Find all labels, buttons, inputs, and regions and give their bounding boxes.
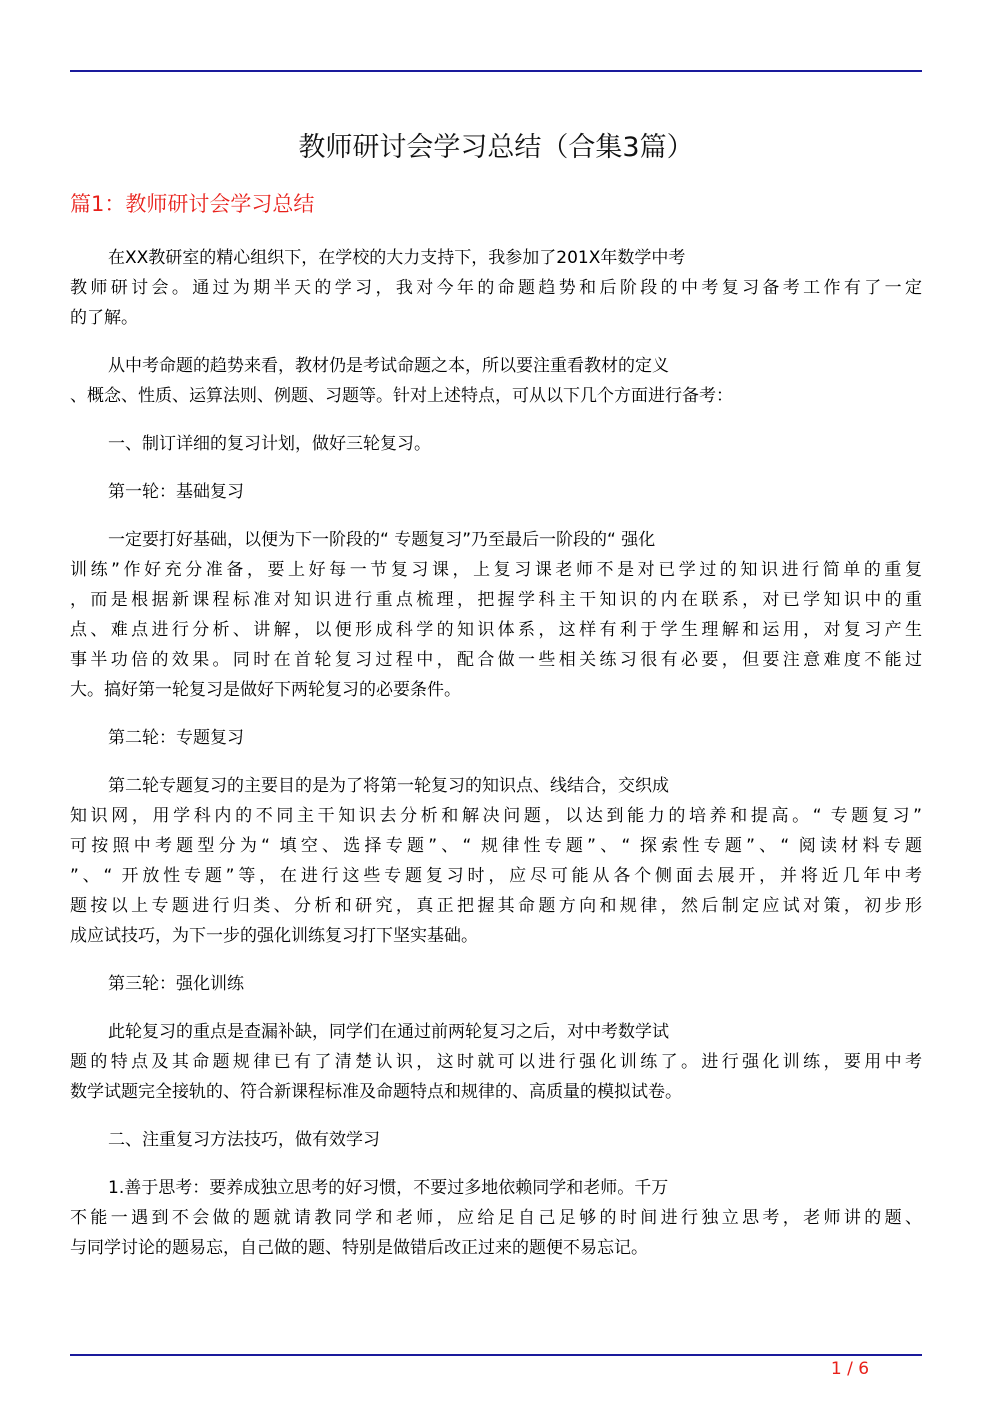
text-line: ”、“ 开放性专题”等，在进行这些专题复习时，应尽可能从各个侧面去展开，并将近几年中考 <box>70 866 922 886</box>
text-line: 事半功倍的效果。同时在首轮复习过程中，配合做一些相关练习很有必要，但要注意难度不能过 <box>70 650 922 670</box>
text-line: 此轮复习的重点是查漏补缺，同学们在通过前两轮复习之后，对中考数学试 <box>108 1022 669 1042</box>
text-line: 教师研讨会。通过为期半天的学习，我对今年的命题趋势和后阶段的中考复习备考工作有了一定 <box>70 278 922 298</box>
text-line: 从中考命题的趋势来看，教材仍是考试命题之本，所以要注重看教材的定义 <box>108 356 669 376</box>
section-heading: 篇1：教师研讨会学习总结 <box>70 192 315 216</box>
text-line: 数学试题完全接轨的、符合新课程标准及命题特点和规律的、高质量的模拟试卷。 <box>70 1082 682 1102</box>
text-line: 训练”作好充分准备，要上好每一节复习课，上复习课老师不是对已学过的知识进行简单的重复 <box>70 560 922 580</box>
page-title: 教师研讨会学习总结（合集3篇） <box>298 132 694 163</box>
text-line: 、概念、性质、运算法则、例题、习题等。针对上述特点，可从以下几个方面进行备考： <box>70 386 733 406</box>
footer-rule <box>70 1354 922 1356</box>
paragraph <box>70 351 922 411</box>
text-line: ，而是根据新课程标准对知识进行重点梳理，把握学科主干知识的内在联系，对已学知识中的重 <box>70 590 922 610</box>
text-line: 1.善于思考：要养成独立思考的好习惯，不要过多地依赖同学和老师。千万 <box>108 1178 669 1198</box>
text-line: 大。搞好第一轮复习是做好下两轮复习的必要条件。 <box>70 680 461 700</box>
text-line: 二、注重复习方法技巧，做有效学习 <box>108 1130 380 1150</box>
text-line: 题的特点及其命题规律已有了清楚认识，这时就可以进行强化训练了。进行强化训练，要用中考 <box>70 1052 922 1072</box>
text-line: 一、制订详细的复习计划，做好三轮复习。 <box>108 434 431 454</box>
paragraph <box>70 1017 922 1107</box>
text-line: 成应试技巧，为下一步的强化训练复习打下坚实基础。 <box>70 926 478 946</box>
paragraph <box>70 477 922 507</box>
page-number: 1 / 6 <box>830 1359 870 1379</box>
text-line: 第三轮：强化训练 <box>108 974 244 994</box>
text-line: 知识网，用学科内的不同主干知识去分析和解决问题，以达到能力的培养和提高。“ 专题复习” <box>70 806 922 826</box>
paragraph <box>70 1173 922 1263</box>
text-line: 点、难点进行分析、讲解，以便形成科学的知识体系，这样有利于学生理解和运用，对复习产生 <box>70 620 922 640</box>
paragraph <box>70 429 922 459</box>
paragraph <box>70 525 922 705</box>
paragraph <box>70 1125 922 1155</box>
paragraph <box>70 771 922 951</box>
header-rule <box>70 70 922 72</box>
paragraph <box>70 243 922 333</box>
document-body <box>70 243 922 1281</box>
text-line: 可按照中考题型分为“ 填空、选择专题”、“ 规律性专题”、“ 探索性专题”、“ 阅读材料专题 <box>70 836 922 856</box>
text-line: 一定要打好基础，以便为下一阶段的“ 专题复习”乃至最后一阶段的“ 强化 <box>108 530 656 550</box>
text-line: 题按以上专题进行归类、分析和研究，真正把握其命题方向和规律，然后制定应试对策，初步形 <box>70 896 922 916</box>
paragraph <box>70 723 922 753</box>
text-line: 不能一遇到不会做的题就请教同学和老师，应给足自己足够的时间进行独立思考，老师讲的题、 <box>70 1208 922 1228</box>
text-line: 第一轮：基础复习 <box>108 482 244 502</box>
text-line: 的了解。 <box>70 308 138 328</box>
paragraph <box>70 969 922 999</box>
text-line: 在XX教研室的精心组织下，在学校的大力支持下，我参加了201X年数学中考 <box>108 248 686 268</box>
text-line: 第二轮专题复习的主要目的是为了将第一轮复习的知识点、线结合，交织成 <box>108 776 669 796</box>
text-line: 与同学讨论的题易忘，自己做的题、特别是做错后改正过来的题便不易忘记。 <box>70 1238 648 1258</box>
text-line: 第二轮：专题复习 <box>108 728 244 748</box>
